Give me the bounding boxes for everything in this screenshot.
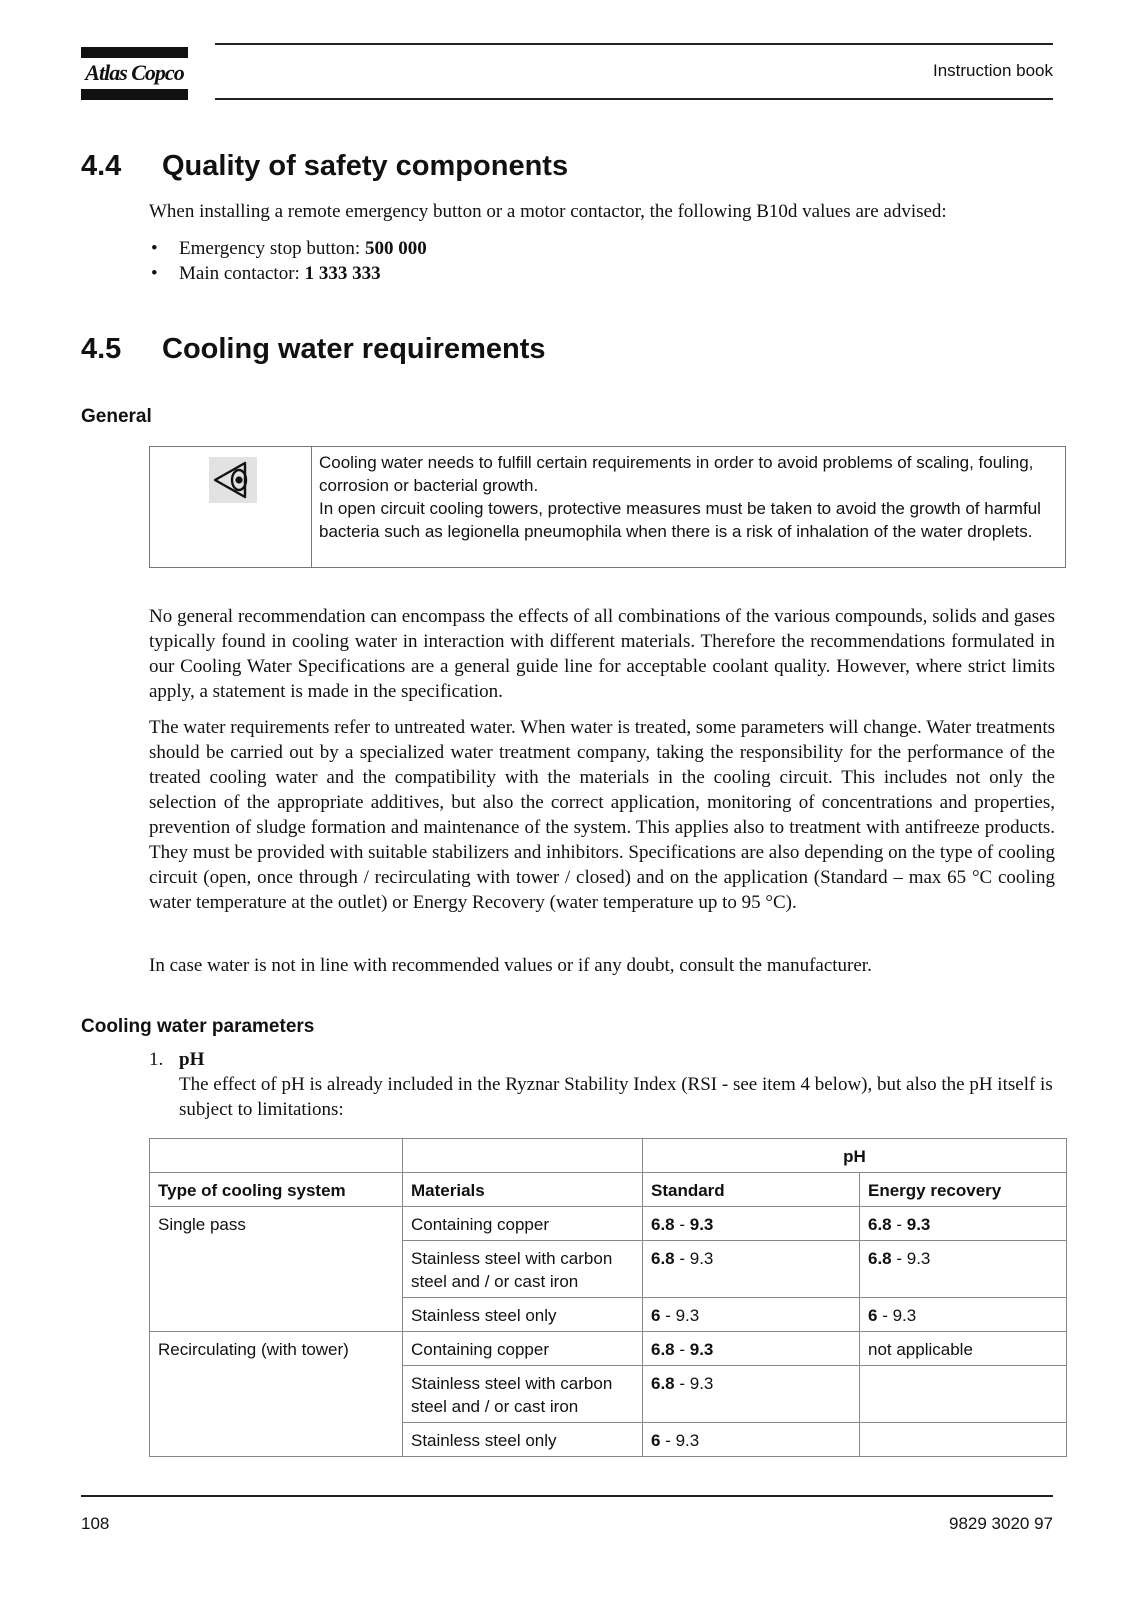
page-number: 108 <box>81 1514 110 1533</box>
table-header-row <box>150 1173 1067 1207</box>
range-high: 9.3 <box>906 1249 931 1268</box>
range-low: 6.8 <box>651 1249 675 1268</box>
range-low: 6 <box>651 1306 661 1325</box>
energy-recovery-ph-cell: 6.8 - 9.3 <box>860 1241 1067 1298</box>
notice-line: In open circuit cooling towers, protective measures must be taken to avoid the growth of harmful bacteria such as legionella pneumophila when there is a risk of inhalation of the water droplets. <box>319 499 1041 541</box>
material-cell: Stainless steel only <box>403 1298 643 1332</box>
footer-rule <box>81 1495 1053 1497</box>
column-header: Energy recovery <box>860 1173 1067 1207</box>
atlas-copco-logo <box>81 47 188 99</box>
standard-ph-cell: 6 - 9.3 <box>643 1423 860 1457</box>
material-cell: Containing copper <box>403 1332 643 1366</box>
eye-caution-icon <box>209 457 257 503</box>
header-rule-bottom <box>215 98 1053 100</box>
numbered-item-ph <box>149 1047 1055 1122</box>
ph-group-header: pH <box>643 1139 1067 1173</box>
logo-wordmark: Atlas Copco <box>85 60 184 85</box>
document-type: Instruction book <box>932 61 1053 80</box>
item-text: The effect of pH is already included in the Ryznar Stability Index (RSI - see item 4 below), but also the pH itself is subject to limitations: <box>179 1074 1053 1120</box>
material-cell: Stainless steel only <box>403 1423 643 1457</box>
energy-recovery-ph-cell: not applicable <box>860 1332 1067 1366</box>
header-rule-top <box>215 43 1053 45</box>
b10d-value: 500 000 <box>364 238 427 259</box>
item-title: pH <box>179 1049 205 1070</box>
section-heading-4-4 <box>81 150 568 183</box>
energy-recovery-ph-cell: 6 - 9.3 <box>860 1298 1067 1332</box>
material-cell: Stainless steel with carbon steel and / or cast iron <box>403 1366 643 1423</box>
range-high: 9.3 <box>906 1215 931 1234</box>
standard-ph-cell: 6.8 - 9.3 <box>643 1366 860 1423</box>
range-low: 6.8 <box>651 1374 675 1393</box>
logo-bar-top <box>81 47 188 58</box>
column-header: Materials <box>403 1173 643 1207</box>
section-heading-4-5 <box>81 333 546 366</box>
energy-recovery-ph-cell <box>860 1423 1067 1457</box>
range-high: 9.3 <box>689 1215 714 1234</box>
section-4-4-intro: When installing a remote emergency button or a motor contactor, the following B10d values are advised: <box>149 201 947 222</box>
notice-divider <box>311 447 312 567</box>
section-number: 4.4 <box>81 150 122 182</box>
range-high: 9.3 <box>675 1306 700 1325</box>
range-high: 9.3 <box>689 1340 714 1359</box>
item-number: 1. <box>149 1049 164 1070</box>
energy-recovery-ph-cell: 6.8 - 9.3 <box>860 1207 1067 1241</box>
column-header: Type of cooling system <box>150 1173 403 1207</box>
range-low: 6.8 <box>868 1249 892 1268</box>
energy-recovery-ph-cell <box>860 1366 1067 1423</box>
column-header: Standard <box>643 1173 860 1207</box>
paragraph: The water requirements refer to untreated water. When water is treated, some parameters will change. Water treatments should be carried out by a specialized water treatment company, taking the responsibility for the performance of the treated cooling water and the compatibility with the materials in the cooling circuit. This includes not only the selection of the appropriate additives, but also the correct application, monitoring of concentrations and properties, prevention of sludge formation and maintenance of the system. This applies also to treatment with antifreeze products. They must be provided with suitable stabilizers and inhibitors. Specifications are also depending on the type of cooling circuit (open, once through / recirculating with tower / closed) and on the application (Standard – max 65 °C cooling water temperature at the outlet) or Energy Recovery (water temperature up to 95 °C). <box>149 717 1055 913</box>
section-number: 4.5 <box>81 333 122 365</box>
table-body <box>150 1207 1067 1457</box>
standard-ph-cell: 6.8 - 9.3 <box>643 1241 860 1298</box>
b10d-value: 1 333 333 <box>304 263 381 284</box>
notice-box <box>149 446 1066 568</box>
range-high: 9.3 <box>689 1249 714 1268</box>
range-low: 6.8 <box>651 1340 675 1359</box>
range-high: 9.3 <box>689 1374 714 1393</box>
list-item: • Emergency stop button: 500 000 <box>149 236 427 261</box>
standard-ph-cell: 6.8 - 9.3 <box>643 1332 860 1366</box>
table-group-header-row <box>150 1139 1067 1173</box>
paragraph: In case water is not in line with recommended values or if any doubt, consult the manufacturer. <box>149 955 872 976</box>
range-low: 6 <box>651 1431 661 1450</box>
ph-limits-table <box>149 1138 1067 1457</box>
notice-line: Cooling water needs to fulfill certain requirements in order to avoid problems of scaling, fouling, corrosion or bacterial growth. <box>319 453 1034 495</box>
document-code: 9829 3020 97 <box>949 1514 1053 1533</box>
standard-ph-cell: 6.8 - 9.3 <box>643 1207 860 1241</box>
subheading-cooling-water-parameters: Cooling water parameters <box>81 1016 315 1037</box>
range-low: 6.8 <box>651 1215 675 1234</box>
cooling-system-type: Single pass <box>150 1207 403 1332</box>
list-item: • Main contactor: 1 333 333 <box>149 261 427 286</box>
notice-text <box>319 451 1059 543</box>
table-row <box>150 1332 1067 1366</box>
range-low: 6 <box>868 1306 878 1325</box>
table-row <box>150 1207 1067 1241</box>
cooling-system-type: Recirculating (with tower) <box>150 1332 403 1457</box>
material-cell: Containing copper <box>403 1207 643 1241</box>
section-title: Cooling water requirements <box>162 333 546 365</box>
range-high: 9.3 <box>892 1306 917 1325</box>
paragraph: No general recommendation can encompass the effects of all combinations of the various compounds, solids and gases typically found in cooling water in interaction with different materials. Therefore the recommendations formulated in our Cooling Water Specifications are a general guide line for acceptable coolant quality. However, where strict limits apply, a statement is made in the specification. <box>149 606 1055 702</box>
range-high: 9.3 <box>675 1431 700 1450</box>
section-title: Quality of safety components <box>162 150 569 182</box>
range-low: 6.8 <box>868 1215 892 1234</box>
subheading-general: General <box>81 406 152 427</box>
b10d-values-list <box>149 236 427 286</box>
logo-bar-bottom <box>81 89 188 100</box>
standard-ph-cell: 6 - 9.3 <box>643 1298 860 1332</box>
material-cell: Stainless steel with carbon steel and / or cast iron <box>403 1241 643 1298</box>
